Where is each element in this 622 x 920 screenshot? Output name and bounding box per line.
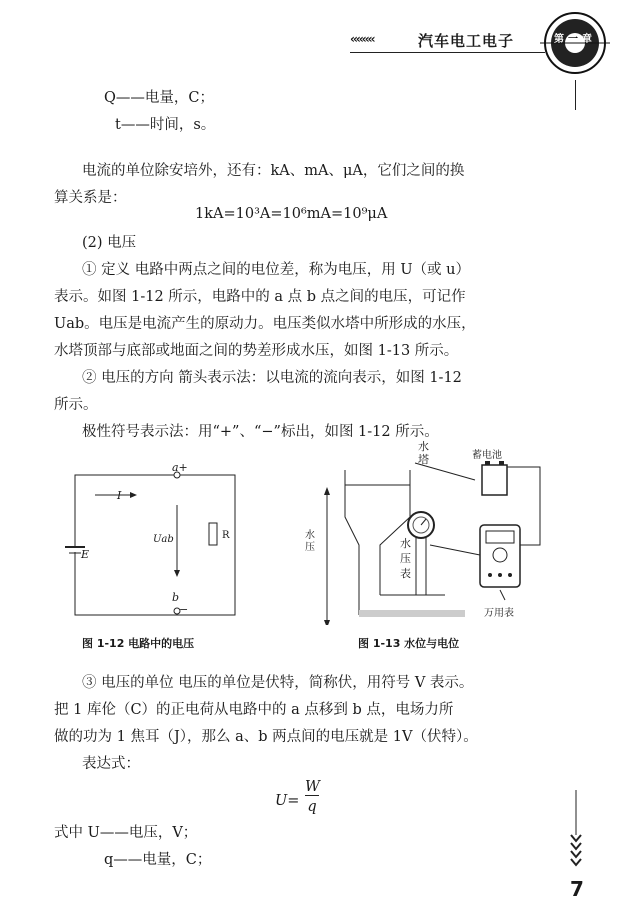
header-chevrons: ‹‹‹‹‹‹‹‹ [350,32,374,46]
figure-1-13-caption: 图 1-13 水位与电位 [358,637,460,650]
paragraph-polarity: 极性符号表示法：用“+”、“−”标出，如图 1-12 所示。 [82,424,439,440]
expression-label: 表达式： [82,756,140,772]
paragraph-definition-line3: Uab。电压是电流产生的原动力。电压类似水塔中所形成的水压， [54,316,476,332]
page-number: 7 [570,877,584,901]
fig12-label-b: b [172,591,180,604]
formula-denominator: q [307,799,317,815]
paragraph-unit-line2: 把 1 库伦（C）的正电荷从电路中的 a 点移到 b 点，电场力所 [54,702,454,718]
chapter-badge-num: 一 [568,34,582,45]
paragraph-direction-line1: ② 电压的方向 箭头表示法：以电流的流向表示，如图 1-12 [82,370,462,386]
figure-1-13-water-tower [315,445,550,625]
chapter-badge-prefix: 第 [554,34,568,45]
paragraph-definition-line4: 水塔顶部与底部或地面之间的势差形成水压，如图 1-13 所示。 [54,343,459,359]
fig12-label-minus: − [179,603,189,616]
paragraph-unit-line3: 做的功为 1 焦耳（J），那么 a、b 两点间的电压就是 1V（伏特）。 [54,729,478,745]
paragraph-direction-line2: 所示。 [54,397,98,413]
book-title: 汽车电工电子 [418,32,515,50]
fig12-label-a: a+ [172,461,188,474]
fig13-label-tower: 水 塔 [418,440,429,466]
chapter-badge [549,30,601,45]
fig12-label-e: E [81,548,90,561]
fig12-label-i: I [117,489,122,502]
fig13-label-battery: 蓄电池 [472,450,502,461]
figure-1-12-caption: 图 1-12 电路中的电压 [82,637,195,650]
formula-conversion: 1kA=10³A=10⁶mA=10⁹μA [195,206,388,222]
page-arrows-icon [566,790,586,870]
paragraph-definition-line1: ① 定义 电路中两点之间的电位差，称为电压，用 U（或 u） [82,262,470,278]
definition-t: t——时间，s。 [115,117,216,133]
fig13-label-pressure-axis: 水压 [305,530,315,553]
fig13-label-meter: 万用表 [484,608,514,619]
formula-lhs: U= [275,793,300,809]
header-rule [350,52,545,53]
fig12-label-r: R [222,530,230,541]
fig12-label-uab: Uab [153,534,174,545]
section-heading-voltage: (2) 电压 [82,235,137,251]
definition-q: Q——电量，C； [104,90,214,106]
fig13-label-gauge: 水 压 表 [400,537,411,580]
paragraph-units-line1: 电流的单位除安培外，还有：kA、mA、μA，它们之间的换 [82,163,465,179]
paragraph-unit-line1: ③ 电压的单位 电压的单位是伏特，简称伏，用符号 V 表示。 [82,675,474,691]
where-q: q——电量，C； [104,852,212,868]
paragraph-definition-line2: 表示。如图 1-12 所示，电路中的 a 点 b 点之间的电压，可记作 [54,289,466,305]
where-u: 式中 U——电压，V； [54,825,198,841]
paragraph-units-line2: 算关系是： [54,190,127,206]
badge-stem [575,80,576,110]
chapter-badge-suffix: 章 [582,34,596,45]
formula-numerator: W [305,779,320,795]
